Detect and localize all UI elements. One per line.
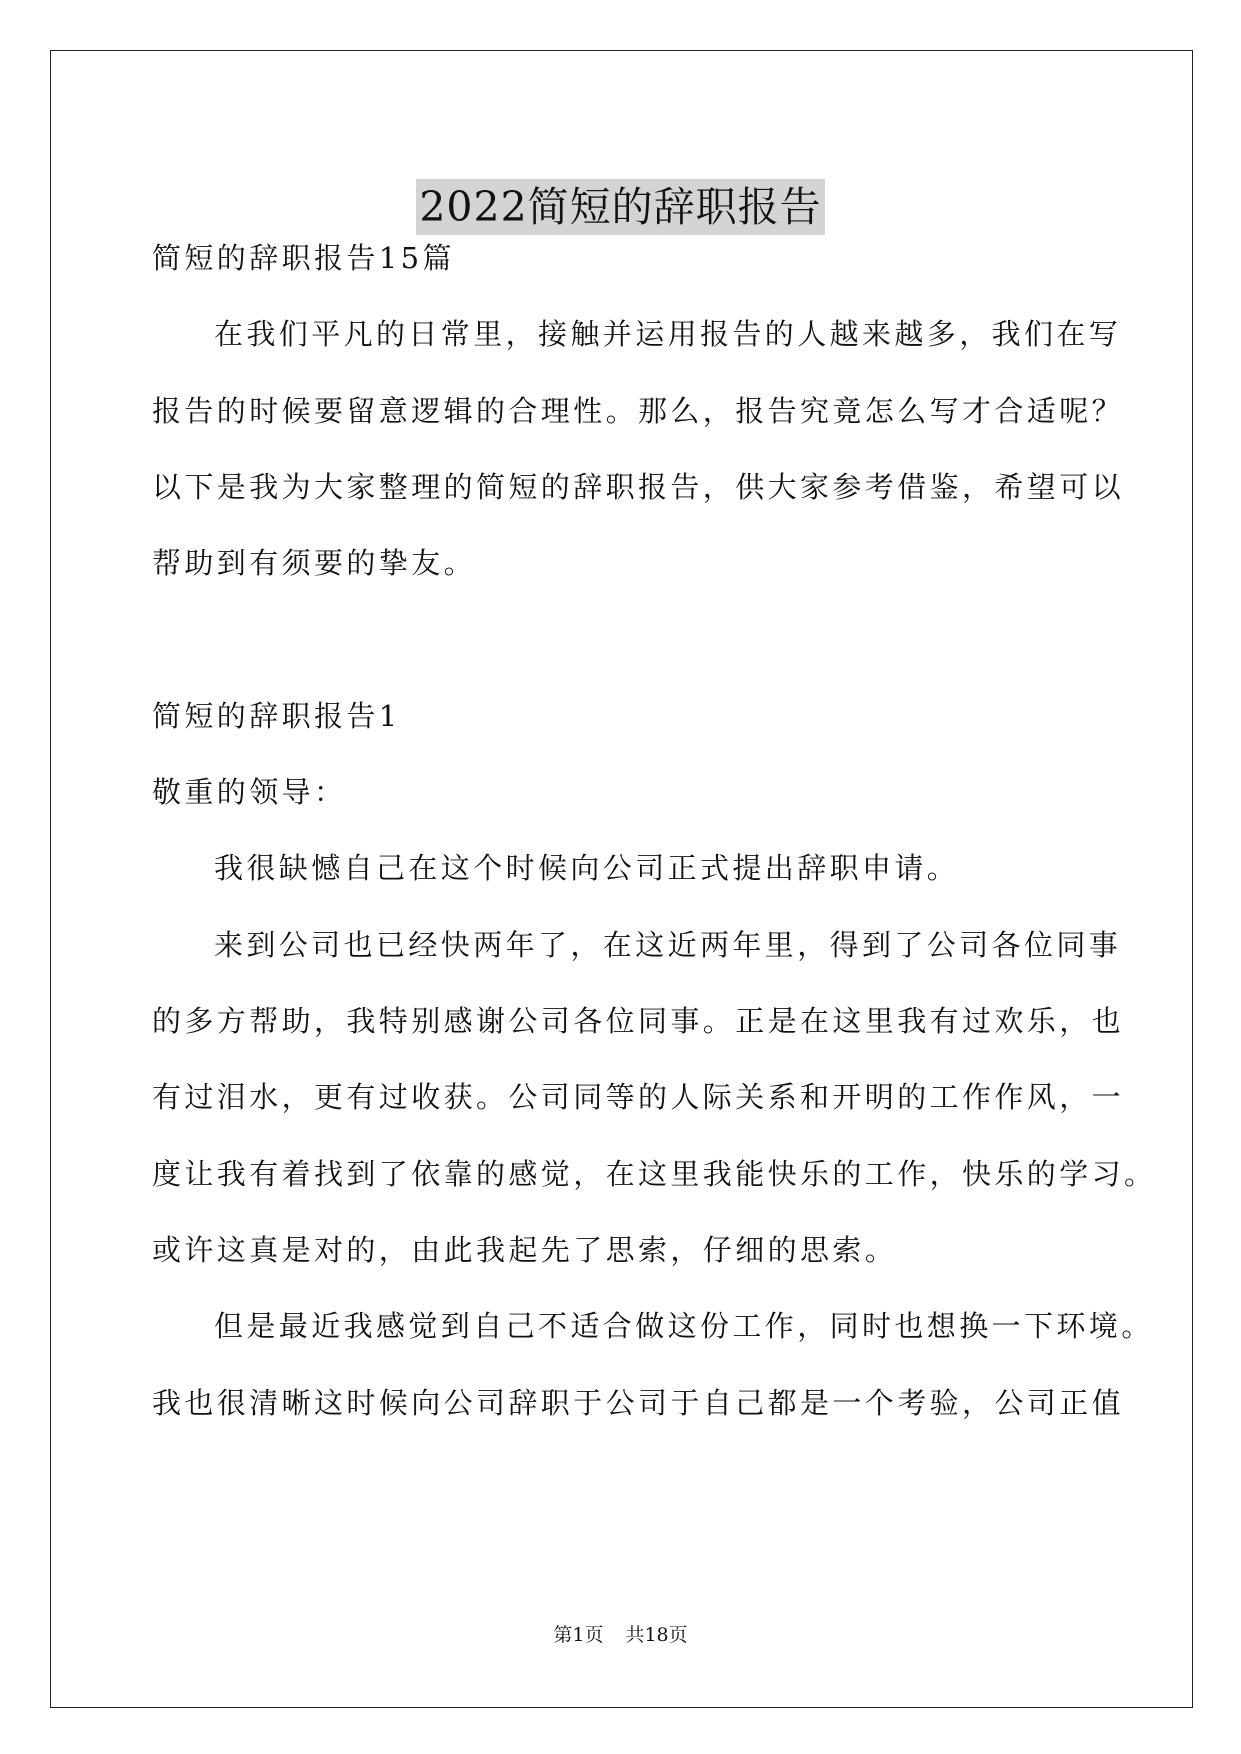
paragraph-line: 以下是我为大家整理的简短的辞职报告，供大家参考借鉴，希望可以 bbox=[152, 470, 1125, 504]
paragraph-line: 度让我有着找到了依靠的感觉，在这里我能快乐的工作，快乐的学习。 bbox=[152, 1157, 1157, 1191]
paragraph-line: 但是最近我感觉到自己不适合做这份工作，同时也想换一下环境。 bbox=[214, 1309, 1154, 1343]
page-total: 共18页 bbox=[625, 1624, 688, 1646]
paragraph-line: 我很缺憾自己在这个时候向公司正式提出辞职申请。 bbox=[214, 851, 960, 885]
paragraph-line: 我也很清晰这时候向公司辞职于公司于自己都是一个考验，公司正值 bbox=[152, 1386, 1125, 1420]
page-footer bbox=[0, 1622, 1241, 1648]
paragraph-line: 报告的时候要留意逻辑的合理性。那么，报告究竟怎么写才合适呢？ bbox=[152, 394, 1125, 428]
paragraph-line: 的多方帮助，我特别感谢公司各位同事。正是在这里我有过欢乐，也 bbox=[152, 1004, 1125, 1038]
subtitle-line: 简短的辞职报告15篇 bbox=[152, 241, 455, 275]
section-heading: 简短的辞职报告1 bbox=[152, 699, 401, 733]
paragraph-line: 帮助到有须要的挚友。 bbox=[152, 546, 477, 580]
paragraph-line: 或许这真是对的，由此我起先了思索，仔细的思索。 bbox=[152, 1233, 898, 1267]
document-title: 2022简短的辞职报告 bbox=[416, 179, 824, 235]
salutation: 敬重的领导： bbox=[152, 775, 347, 809]
paragraph-line: 在我们平凡的日常里，接触并运用报告的人越来越多，我们在写 bbox=[214, 317, 1122, 351]
paragraph-line: 有过泪水，更有过收获。公司同等的人际关系和开明的工作作风，一 bbox=[152, 1080, 1125, 1114]
paragraph-line: 来到公司也已经快两年了，在这近两年里，得到了公司各位同事 bbox=[214, 928, 1122, 962]
page-number: 第1页 bbox=[553, 1624, 604, 1646]
